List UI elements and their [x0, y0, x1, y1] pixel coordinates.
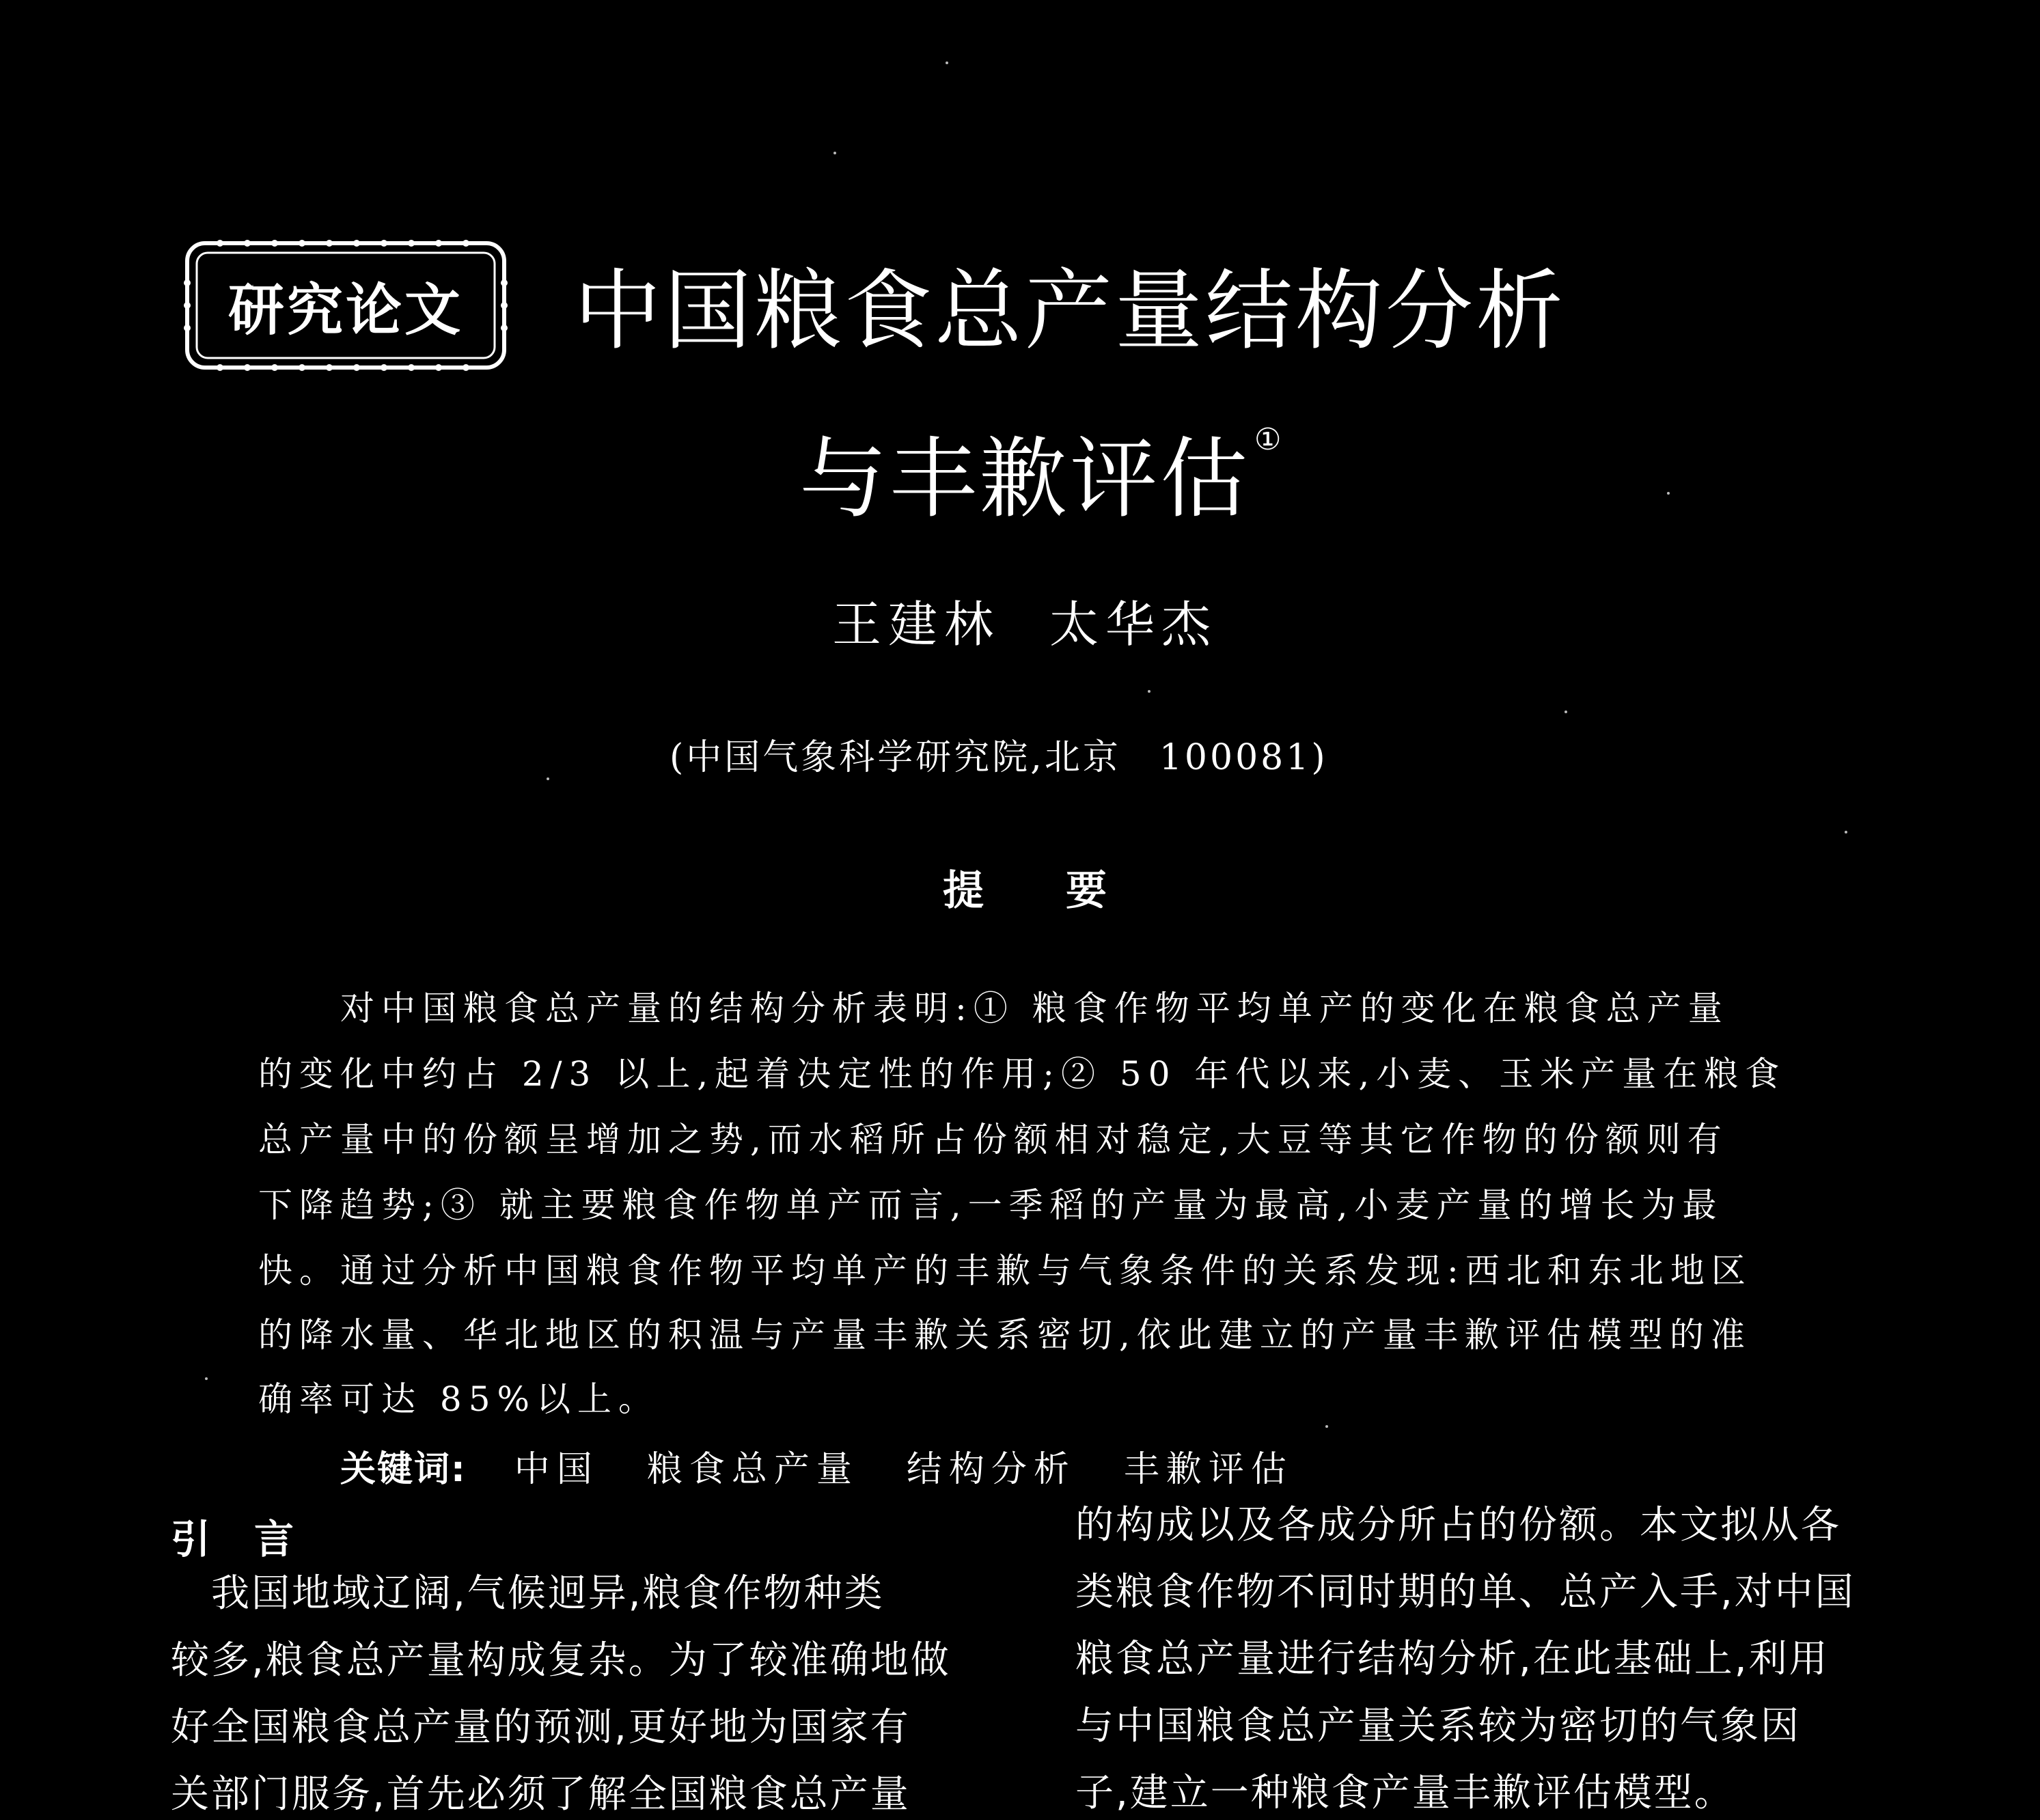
abstract-line: 总产量中的份额呈增加之势,而水稻所占份额相对稳定,大豆等其它作物的份额则有 — [258, 1120, 1728, 1159]
keywords-label: 关键词: — [340, 1449, 467, 1490]
paper-title-line-2-text: 与丰歉评估 — [799, 428, 1251, 530]
abstract-line: 确率可达 85%以上。 — [258, 1379, 660, 1419]
affiliation: (中国气象科学研究院,北京 100081) — [670, 737, 1328, 778]
keywords-row — [340, 1440, 1293, 1491]
section-heading-intro: 引言 — [171, 1516, 338, 1562]
title-footnote-mark: ① — [1254, 422, 1284, 457]
paper-title-line-1: 中国粮食总产量结构分析 — [574, 260, 1567, 362]
body-text-line: 的构成以及各成分所占的份额。本文拟从各 — [1075, 1503, 1841, 1547]
scan-speck — [205, 1377, 208, 1380]
abstract-line: 的降水量、华北地区的积温与产量丰歉关系密切,依此建立的产量丰歉评估模型的准 — [258, 1315, 1752, 1355]
body-text-line: 子,建立一种粮食产量丰歉评估模型。 — [1075, 1771, 1735, 1815]
authors — [832, 585, 1217, 656]
body-text-line: 好全国粮食总产量的预测,更好地为国家有 — [171, 1705, 911, 1750]
abstract-line: 的变化中约占 2/3 以上,起着决定性的作用;② 50 年代以来,小麦、玉米产量在粮食 — [258, 1054, 1787, 1094]
paper-title-line-2 — [799, 409, 1284, 534]
keyword: 结构分析 — [906, 1449, 1076, 1490]
scan-speck — [1845, 831, 1847, 833]
keyword: 粮食总产量 — [646, 1449, 859, 1490]
abstract-line: 快。通过分析中国粮食作物平均单产的丰歉与气象条件的关系发现:西北和东北地区 — [258, 1251, 1752, 1291]
scan-speck — [1148, 690, 1150, 693]
body-text-line: 我国地域辽阔,气候迥异,粮食作物种类 — [171, 1571, 885, 1616]
author-name: 王建林 — [832, 596, 1001, 653]
abstract-line: 对中国粮食总产量的结构分析表明:① 粮食作物平均单产的变化在粮食总产量 — [340, 989, 1729, 1028]
body-text-line: 粮食总产量进行结构分析,在此基础上,利用 — [1075, 1637, 1830, 1681]
section-badge — [179, 235, 512, 376]
keyword: 丰歉评估 — [1123, 1449, 1293, 1490]
badge-label: 研究论文 — [228, 277, 463, 343]
keyword: 中国 — [514, 1449, 599, 1490]
scan-speck — [1325, 1425, 1328, 1428]
body-text-line: 与中国粮食总产量关系较为密切的气象因 — [1075, 1704, 1801, 1748]
scan-speck — [833, 152, 836, 154]
abstract-heading: 提要 — [943, 867, 1189, 915]
abstract-line: 下降趋势;③ 就主要粮食作物单产而言,一季稻的产量为最高,小麦产量的增长为最 — [258, 1185, 1724, 1225]
scan-speck — [946, 61, 948, 64]
scan-speck — [1667, 492, 1670, 495]
body-text-line: 较多,粮食总产量构成复杂。为了较准确地做 — [171, 1638, 951, 1683]
scan-speck — [547, 777, 549, 780]
scan-speck — [1565, 711, 1567, 713]
author-name: 太华杰 — [1049, 596, 1218, 653]
body-text-line: 类粮食作物不同时期的单、总产入手,对中国 — [1075, 1570, 1856, 1614]
body-text-line: 关部门服务,首先必须了解全国粮食总产量 — [171, 1772, 911, 1817]
